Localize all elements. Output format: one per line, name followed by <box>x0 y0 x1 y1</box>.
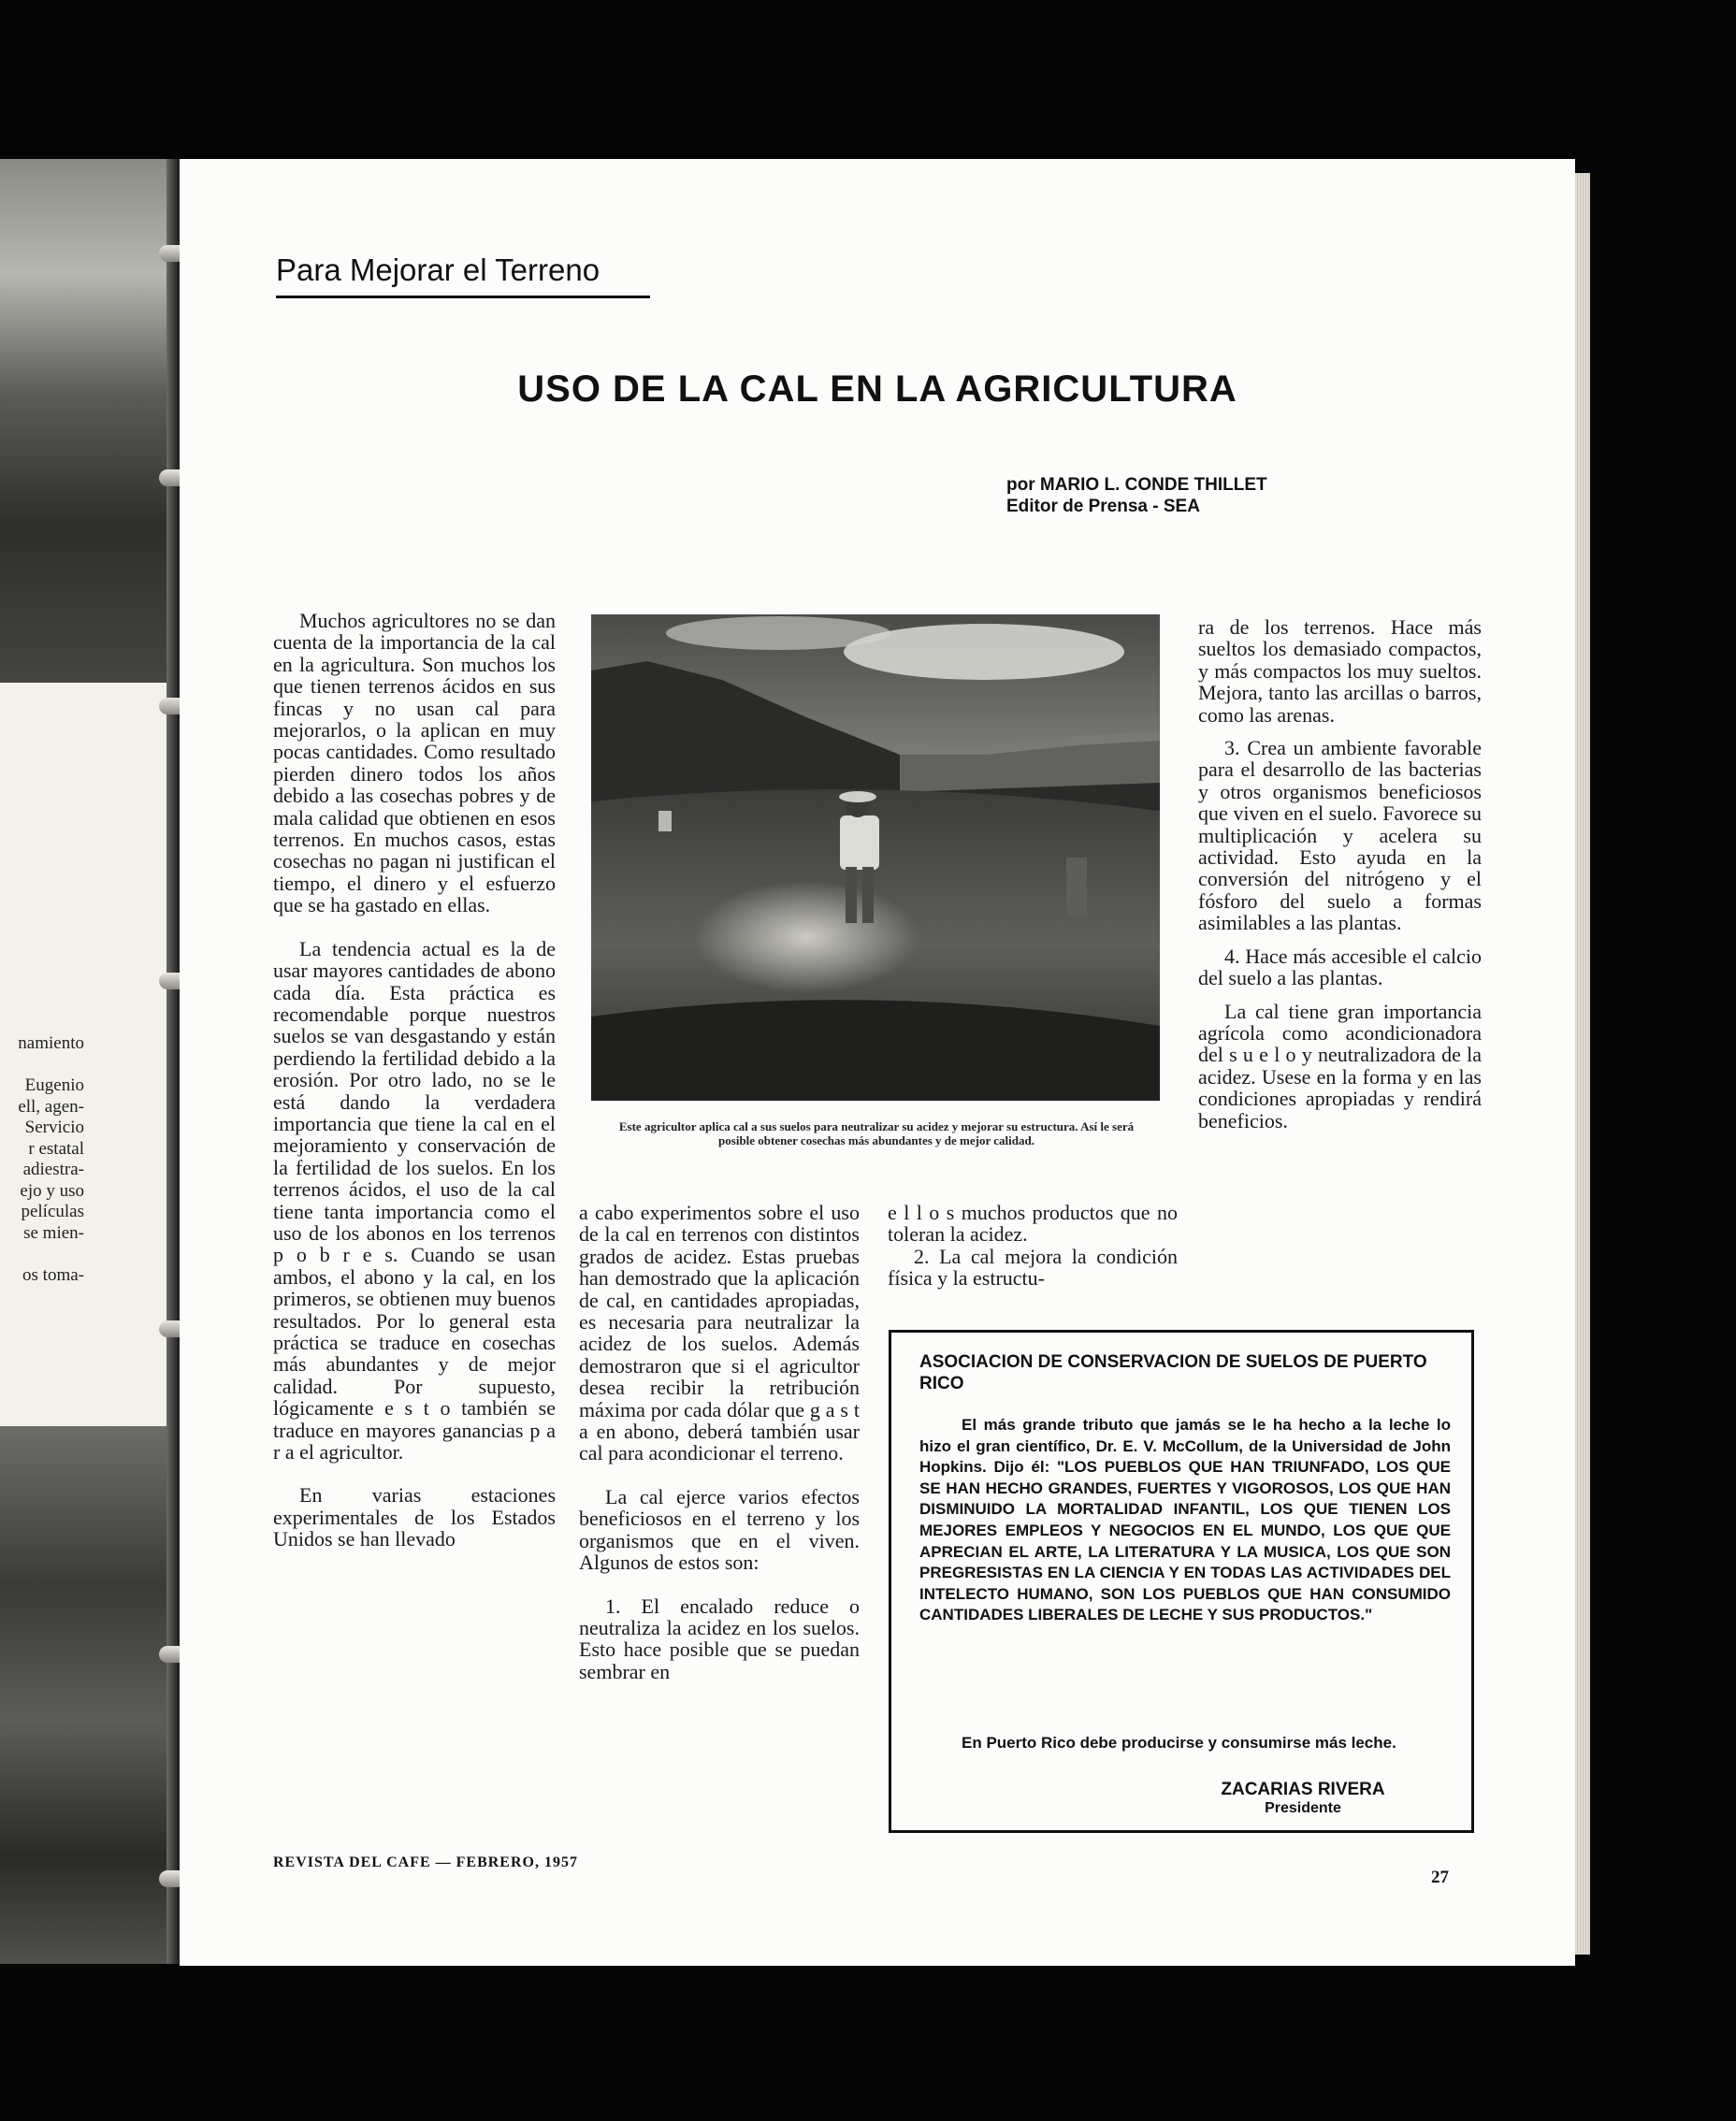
notice-signature <box>1191 1780 1415 1817</box>
page-number: 27 <box>1431 1868 1449 1887</box>
left-line: r estatal <box>28 1138 84 1159</box>
magazine-page <box>180 159 1575 1966</box>
notice-note: En Puerto Rico debe producirse y consumirse más leche. <box>962 1734 1396 1752</box>
page-stack-edge <box>1575 173 1590 1955</box>
paragraph: La tendencia actual es la de usar mayores cantidades de abono cada día. Esta práctica es recomendable porque nuestros suelos se van desgastando y están perdiendo la fertilidad debido a la erosión. Por otro lado, no se le está dando la verdadera importancia que tiene la cal en el mejoramiento y conservación de la fertilidad de los suelos. En los terrenos ácidos, el uso de la cal tiene tanta importancia como el uso de los abonos en los terrenos p o b r e s. Cuando se usan ambos, el abono y la cal, en los primeros, se obtienen muy buenos resultados. Por lo general esta práctica se traduce en cosechas más abundantes y de mejor calidad. Por supuesto, lógicamente e s t o también se traduce en mayores ganancias p a r a el agricultor. <box>273 936 556 1464</box>
notice-title: ASOCIACION DE CONSERVACION DE SUELOS DE PUERTO RICO <box>919 1352 1427 1393</box>
left-page-photo-top <box>0 159 178 683</box>
left-line: se mien- <box>23 1222 84 1243</box>
signature-name: ZACARIAS RIVERA <box>1221 1780 1385 1799</box>
left-line: películas <box>21 1202 84 1221</box>
page-footer: REVISTA DEL CAFE — FEBRERO, 1957 <box>273 1854 578 1870</box>
left-line: namiento <box>18 1033 84 1053</box>
left-line <box>0 1055 84 1076</box>
paragraph: e l l o s muchos productos que no toleran la acidez. <box>888 1201 1178 1247</box>
left-page <box>0 159 178 1964</box>
paragraph: La cal ejerce varios efectos beneficiosos en el terreno y los organismos que en el viven. Algunos de estos son: <box>579 1484 860 1575</box>
association-notice-box <box>889 1330 1474 1833</box>
left-line: Servicio <box>24 1118 84 1137</box>
photo-caption: Este agricultor aplica cal a sus suelos para neutralizar su acidez y mejorar su estructura. Así le será posible obtener cosechas más abundantes y de mejor calidad. <box>618 1119 1135 1147</box>
paragraph: 3. Crea un ambiente favorable para el desarrollo de las bacterias y otros organismos beneficiosos que viven en el suelo. Favorece su multiplicación y acelera su actividad. Esto ayuda en la conversión del nitrógeno y el fósforo del suelo a formas asimilables a las plantas. <box>1198 736 1482 935</box>
paragraph: 1. El encalado reduce o neutraliza la acidez en los suelos. Esto hace posible que se puedan sembrar en <box>579 1594 860 1683</box>
left-line: ell, agen- <box>18 1096 84 1117</box>
paragraph: Muchos agricultores no se dan cuenta de la importancia de la cal en la agricultura. Son muchos los que tienen terrenos ácidos en sus fincas y no usan cal para mejorarlos, o la aplican en muy pocas cantidades. Como resultado pierden dinero todos los años debido a las cosechas pobres y de mala calidad que obtienen en esos terrenos. En muchos casos, estas cosechas no pagan ni justifican el tiempo, el dinero y el esfuerzo que se ha gastado en ellas. <box>273 609 556 917</box>
section-title-underline <box>276 296 650 298</box>
paragraph: 4. Hace más accesible el calcio del suelo a las plantas. <box>1198 944 1482 990</box>
article-headline: USO DE LA CAL EN LA AGRICULTURA <box>517 368 1237 410</box>
text-column-2 <box>579 1202 860 1704</box>
paragraph: 2. La cal mejora la condición física y la estructu- <box>888 1244 1178 1291</box>
notice-body: El más grande tributo que jamás se le ha hecho a la leche lo hizo el gran científico, Dr. E. V. McCollum, de la Universidad de John Hopkins. Dijo él: "LOS PUEBLOS QUE HAN TRIUNFADO, LOS QUE SE HAN HECHO GRANDES, FUERTES Y VIGOROSOS, LOS QUE HAN DISMINUIDO LA MORTALIDAD INFANTIL, LOS QUE TIENEN LOS MEJORES EMPLEOS Y NEGOCIOS EN EL MUNDO, LOS QUE QUE APRECIAN EL ARTE, LA LITERATURA Y LA MUSICA, LOS QUE SON PREGRESISTAS EN LA CIENCIA Y EN TODAS LAS ACTIVIDADES DEL INTELECTO HUMANO, SON LOS PUEBLOS QUE HAN CONSUMIDO CANTIDADES LIBERALES DE LECHE Y SUS PRODUCTOS." <box>919 1416 1451 1624</box>
left-line: os toma- <box>22 1264 84 1285</box>
byline <box>1006 474 1267 517</box>
paragraph: En varias estaciones experimentales de los Estados Unidos se han llevado <box>273 1483 556 1551</box>
left-line <box>0 1244 84 1265</box>
left-page-photo-bottom <box>0 1426 178 1964</box>
left-line: Eugenio <box>24 1075 84 1095</box>
binding-spine <box>166 159 180 1964</box>
signature-role: Presidente <box>1265 1800 1341 1816</box>
left-page-text <box>0 1033 84 1286</box>
farmer-liming-photo <box>591 614 1160 1101</box>
left-line: adiestra- <box>22 1160 84 1179</box>
text-column-3 <box>888 1202 1178 1311</box>
paragraph: ra de los terrenos. Hace más sueltos los demasiado compactos, y más compactos los muy sueltos. Mejora, tanto las arcillas o barros, como las arenas. <box>1198 615 1482 727</box>
section-title: Para Mejorar el Terreno <box>276 252 600 287</box>
paragraph: a cabo experimentos sobre el uso de la cal en terrenos con distintos grados de acidez. Estas pruebas han demostrado que la aplicación de cal, en cantidades apropiadas, es necesaria para neutralizar la acidez de los suelos. Además demostraron que si el agricultor desea recibir la retribución máxima por cada dólar que g a s t a en abono, deberá también usar cal para acondicionar el terreno. <box>579 1201 860 1465</box>
text-column-4 <box>1198 616 1482 1153</box>
left-line: ejo y uso <box>20 1180 84 1201</box>
text-column-1 <box>273 610 556 1572</box>
byline-author: por MARIO L. CONDE THILLET <box>1006 475 1267 495</box>
paragraph: La cal tiene gran importancia agrícola como acondicionadora del s u e l o y neutralizadora de la acidez. Usese en la forma y en las condiciones apropiadas y rendirá beneficios. <box>1198 999 1482 1133</box>
byline-role: Editor de Prensa - SEA <box>1006 497 1200 516</box>
